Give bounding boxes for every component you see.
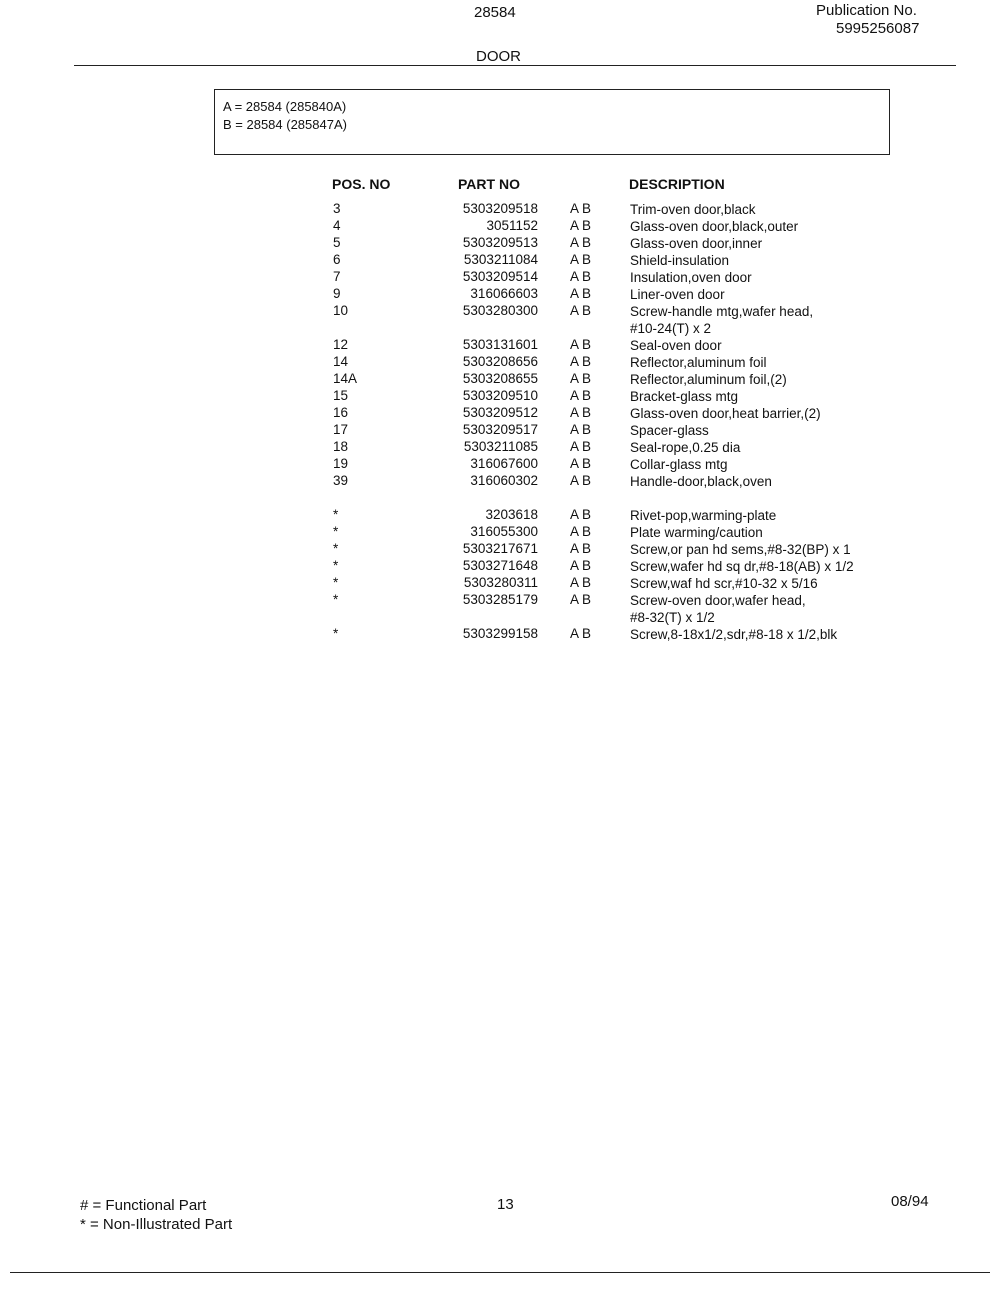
part-number-cell: 5303217671	[462, 541, 538, 556]
table-row	[0, 439, 1000, 456]
page-number: 13	[497, 1196, 514, 1213]
description-cell: Screw,8-18x1/2,sdr,#8-18 x 1/2,blk	[630, 627, 838, 642]
pos-cell: 9	[333, 286, 341, 301]
pos-cell: 5	[333, 235, 341, 250]
publication-label: Publication No.	[816, 2, 917, 19]
table-row	[0, 218, 1000, 235]
models-cell: A B	[570, 235, 592, 250]
description-cell: Reflector,aluminum foil,(2)	[630, 372, 787, 387]
table-row	[0, 473, 1000, 490]
description-cell: Rivet-pop,warming-plate	[630, 508, 777, 523]
table-row	[0, 405, 1000, 422]
pos-cell: 16	[333, 405, 349, 420]
description-cell: Glass-oven door,heat barrier,(2)	[630, 406, 821, 421]
pos-cell: 17	[333, 422, 349, 437]
part-number-cell: 5303209514	[462, 269, 538, 284]
pos-cell: 7	[333, 269, 341, 284]
description-cell: Reflector,aluminum foil	[630, 355, 767, 370]
pos-cell: 3	[333, 201, 341, 216]
table-row	[0, 575, 1000, 592]
part-number-cell: 316066603	[470, 286, 538, 301]
table-row	[0, 354, 1000, 371]
table-row	[0, 201, 1000, 218]
description-cell: Screw-handle mtg,wafer head, #10-24(T) x 2	[630, 304, 814, 336]
pos-cell: *	[333, 541, 339, 556]
publication-number: 5995256087	[836, 20, 920, 37]
models-cell: A B	[570, 371, 592, 386]
part-number-cell: 5303209517	[462, 422, 538, 437]
models-cell: A B	[570, 354, 592, 369]
part-number-cell: 5303280311	[463, 575, 538, 590]
description-cell: Spacer-glass	[630, 423, 709, 438]
models-cell: A B	[570, 201, 592, 216]
part-number-cell: 5303211085	[463, 439, 538, 454]
pos-cell: *	[333, 592, 339, 607]
part-number-cell: 316055300	[470, 524, 538, 539]
part-number-cell: 5303299158	[462, 626, 538, 641]
part-number-cell: 5303208656	[462, 354, 538, 369]
pos-cell: 18	[333, 439, 349, 454]
models-cell: A B	[570, 439, 592, 454]
pos-cell: 19	[333, 456, 349, 471]
models-cell: A B	[570, 388, 592, 403]
description-cell: Screw,or pan hd sems,#8-32(BP) x 1	[630, 542, 851, 557]
header-divider	[74, 65, 956, 66]
part-number-cell: 3051152	[486, 218, 538, 233]
table-row	[0, 558, 1000, 575]
description-cell: Screw-oven door,wafer head, #8-32(T) x 1/2	[630, 593, 806, 625]
table-row	[0, 456, 1000, 473]
part-number-cell: 5303208655	[462, 371, 538, 386]
pos-cell: *	[333, 507, 339, 522]
pos-cell: 15	[333, 388, 349, 403]
pos-cell: 12	[333, 337, 349, 352]
part-number-cell: 5303209513	[462, 235, 538, 250]
part-number-cell: 5303131601	[462, 337, 538, 352]
models-cell: A B	[570, 286, 592, 301]
model-legend-box	[214, 89, 890, 155]
part-number-cell: 316060302	[470, 473, 538, 488]
table-row	[0, 286, 1000, 303]
table-row	[0, 337, 1000, 354]
models-cell: A B	[570, 626, 592, 641]
models-cell: A B	[570, 524, 592, 539]
models-cell: A B	[570, 337, 592, 352]
description-cell: Handle-door,black,oven	[630, 474, 772, 489]
models-cell: A B	[570, 575, 592, 590]
models-cell: A B	[570, 473, 592, 488]
parts-list	[0, 201, 1000, 643]
models-cell: A B	[570, 405, 592, 420]
part-number-cell: 5303209518	[462, 201, 538, 216]
table-row	[0, 252, 1000, 269]
models-cell: A B	[570, 269, 592, 284]
table-row	[0, 388, 1000, 405]
legend-non-illustrated: * = Non-Illustrated Part	[80, 1216, 233, 1233]
publication-date: 08/94	[891, 1193, 929, 1210]
pos-cell: 6	[333, 252, 341, 267]
description-cell: Glass-oven door,inner	[630, 236, 763, 251]
description-cell: Trim-oven door,black	[630, 202, 756, 217]
description-cell: Liner-oven door	[630, 287, 725, 302]
models-cell: A B	[570, 507, 592, 522]
pos-cell: 4	[333, 218, 341, 233]
description-cell: Insulation,oven door	[630, 270, 752, 285]
column-header-description: DESCRIPTION	[629, 176, 725, 192]
description-cell: Glass-oven door,black,outer	[630, 219, 799, 234]
description-cell: Bracket-glass mtg	[630, 389, 739, 404]
part-number-cell: 5303271648	[462, 558, 538, 573]
models-cell: A B	[570, 218, 592, 233]
column-header-part: PART NO	[458, 176, 520, 192]
table-row	[0, 269, 1000, 286]
description-cell: Seal-oven door	[630, 338, 722, 353]
model-b-line: B = 28584 (285847A)	[223, 117, 347, 132]
description-cell: Collar-glass mtg	[630, 457, 728, 472]
models-cell: A B	[570, 422, 592, 437]
model-number-header: 28584	[474, 4, 516, 21]
part-number-cell: 5303209510	[462, 388, 538, 403]
description-cell: Screw,wafer hd sq dr,#8-18(AB) x 1/2	[630, 559, 854, 574]
pos-cell: 10	[333, 303, 349, 318]
table-row	[0, 507, 1000, 524]
models-cell: A B	[570, 252, 592, 267]
description-cell: Seal-rope,0.25 dia	[630, 440, 741, 455]
models-cell: A B	[570, 558, 592, 573]
footer-divider	[10, 1272, 990, 1273]
model-a-line: A = 28584 (285840A)	[223, 99, 347, 114]
pos-cell: 14	[333, 354, 349, 369]
table-row	[0, 592, 1000, 626]
pos-cell: *	[333, 558, 339, 573]
pos-cell: *	[333, 626, 339, 641]
description-cell: Shield-insulation	[630, 253, 730, 268]
column-header-pos: POS. NO	[332, 176, 391, 192]
part-number-cell: 3203618	[485, 507, 538, 522]
part-number-cell: 5303211084	[463, 252, 538, 267]
models-cell: A B	[570, 541, 592, 556]
table-row	[0, 303, 1000, 337]
table-row	[0, 524, 1000, 541]
table-row	[0, 626, 1000, 643]
table-row	[0, 371, 1000, 388]
pos-cell: 39	[333, 473, 349, 488]
pos-cell: 14A	[333, 371, 358, 386]
models-cell: A B	[570, 592, 592, 607]
models-cell: A B	[570, 303, 592, 318]
pos-cell: *	[333, 575, 339, 590]
table-row	[0, 541, 1000, 558]
description-cell: Screw,waf hd scr,#10-32 x 5/16	[630, 576, 818, 591]
pos-cell: *	[333, 524, 339, 539]
models-cell: A B	[570, 456, 592, 471]
part-number-cell: 5303209512	[462, 405, 538, 420]
section-title: DOOR	[476, 48, 521, 65]
description-cell: Plate warming/caution	[630, 525, 763, 540]
part-number-cell: 5303280300	[462, 303, 538, 318]
table-row	[0, 422, 1000, 439]
table-row	[0, 235, 1000, 252]
part-number-cell: 5303285179	[462, 592, 538, 607]
legend-functional: # = Functional Part	[80, 1197, 207, 1214]
part-number-cell: 316067600	[470, 456, 538, 471]
